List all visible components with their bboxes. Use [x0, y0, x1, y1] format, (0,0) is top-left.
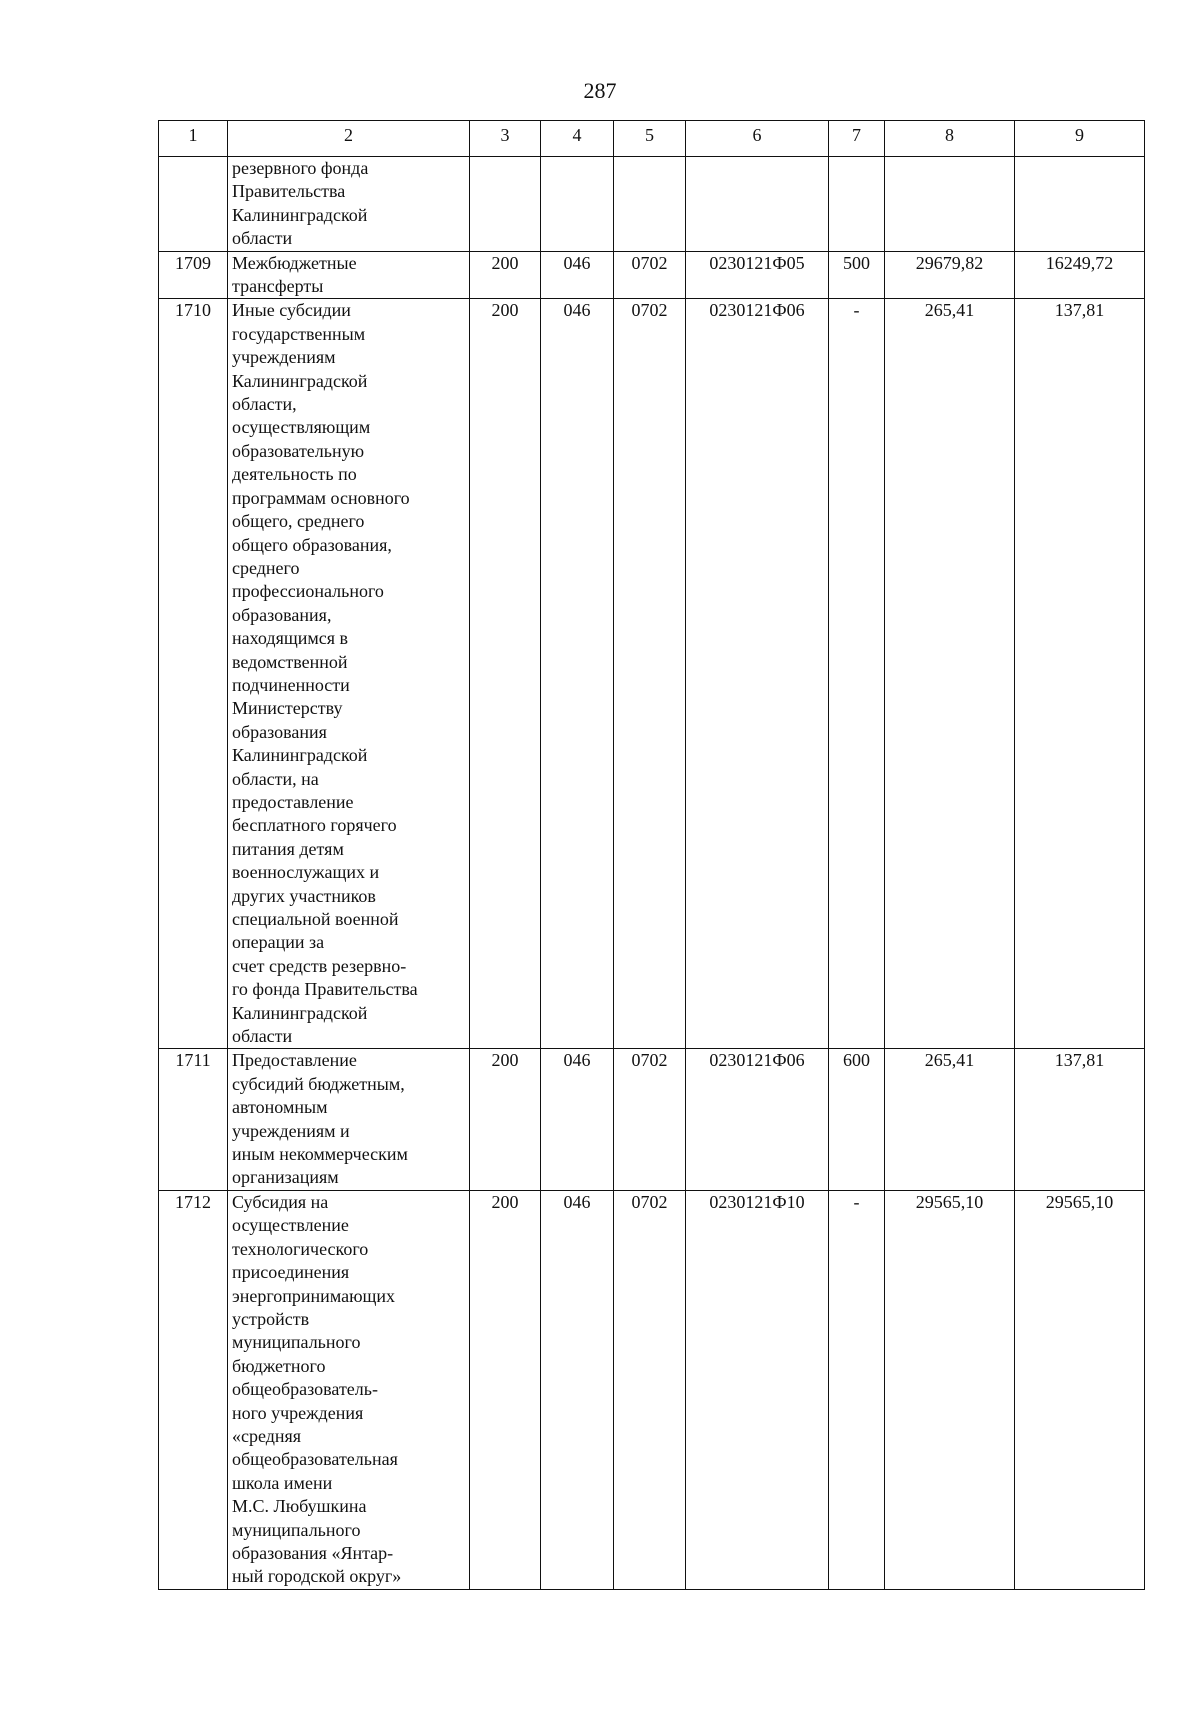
header-cell-5: 5 [614, 121, 686, 157]
row-number-cell: 1709 [159, 251, 228, 299]
header-cell-4: 4 [541, 121, 614, 157]
amount-cell-9: 137,81 [1015, 299, 1145, 1049]
code-cell-6: 0230121Ф06 [686, 1049, 829, 1190]
header-cell-7: 7 [829, 121, 885, 157]
code-cell-4 [541, 157, 614, 252]
code-cell-7: 500 [829, 251, 885, 299]
code-cell-6: 0230121Ф06 [686, 299, 829, 1049]
description-text: Предоставление субсидий бюджетным, автономным учреждениям и иным некоммерческим организациям [232, 1050, 408, 1188]
description-cell [228, 1049, 470, 1190]
header-cell-2: 2 [228, 121, 470, 157]
table-row [159, 299, 1145, 1049]
code-cell-4: 046 [541, 1190, 614, 1589]
code-cell-6 [686, 157, 829, 252]
description-cell [228, 157, 470, 252]
code-cell-7: 600 [829, 1049, 885, 1190]
code-cell-7 [829, 157, 885, 252]
amount-cell-8 [885, 157, 1015, 252]
code-cell-6: 0230121Ф10 [686, 1190, 829, 1589]
description-text: резервного фонда Правительства Калининградской области [232, 158, 369, 249]
code-cell-5: 0702 [614, 1190, 686, 1589]
amount-cell-9: 16249,72 [1015, 251, 1145, 299]
header-cell-1: 1 [159, 121, 228, 157]
description-text: Субсидия на осуществление технологического присоединения энергопринимающих устройств муниципального бюджетного общеобразователь- ного учреждения «средняя общеобразовательная школа имени М.С. Любушкина муниципального образования «Янтар- ный городской округ» [232, 1191, 402, 1587]
code-cell-4: 046 [541, 251, 614, 299]
code-cell-4: 046 [541, 1049, 614, 1190]
table-row [159, 251, 1145, 299]
description-text: Иные субсидии государственным учреждениям Калининградской области, осуществляющим образовательную деятельность по программам основного общего, среднего общего образования, среднего профессионального образования, находящимся в ведомственной подчиненности Министерству образования Калининградской области, на предоставление бесплатного горячего питания детям военнослужащих и других участников специальной военной операции за счет средств резервно- го фонда Правительства Калининградской области [232, 300, 418, 1047]
header-row [159, 121, 1145, 157]
row-number-cell: 1711 [159, 1049, 228, 1190]
description-text: Межбюджетные трансферты [232, 252, 357, 297]
code-cell-5 [614, 157, 686, 252]
amount-cell-9: 137,81 [1015, 1049, 1145, 1190]
table-row [159, 157, 1145, 252]
row-number-cell: 1710 [159, 299, 228, 1049]
table-row [159, 1190, 1145, 1589]
description-cell [228, 251, 470, 299]
code-cell-5: 0702 [614, 251, 686, 299]
amount-cell-9: 29565,10 [1015, 1190, 1145, 1589]
code-cell-7: - [829, 299, 885, 1049]
code-cell-6: 0230121Ф05 [686, 251, 829, 299]
header-cell-9: 9 [1015, 121, 1145, 157]
code-cell-3 [470, 157, 541, 252]
amount-cell-8: 29679,82 [885, 251, 1015, 299]
table-row [159, 1049, 1145, 1190]
amount-cell-8: 29565,10 [885, 1190, 1015, 1589]
code-cell-5: 0702 [614, 1049, 686, 1190]
description-cell [228, 1190, 470, 1589]
code-cell-3: 200 [470, 251, 541, 299]
page-number: 287 [583, 78, 617, 103]
header-cell-8: 8 [885, 121, 1015, 157]
header-cell-3: 3 [470, 121, 541, 157]
budget-table [158, 120, 1145, 1590]
code-cell-7: - [829, 1190, 885, 1589]
code-cell-3: 200 [470, 1190, 541, 1589]
code-cell-3: 200 [470, 1049, 541, 1190]
code-cell-3: 200 [470, 299, 541, 1049]
description-cell [228, 299, 470, 1049]
row-number-cell: 1712 [159, 1190, 228, 1589]
code-cell-4: 046 [541, 299, 614, 1049]
amount-cell-9 [1015, 157, 1145, 252]
amount-cell-8: 265,41 [885, 1049, 1015, 1190]
amount-cell-8: 265,41 [885, 299, 1015, 1049]
row-number-cell [159, 157, 228, 252]
code-cell-5: 0702 [614, 299, 686, 1049]
header-cell-6: 6 [686, 121, 829, 157]
